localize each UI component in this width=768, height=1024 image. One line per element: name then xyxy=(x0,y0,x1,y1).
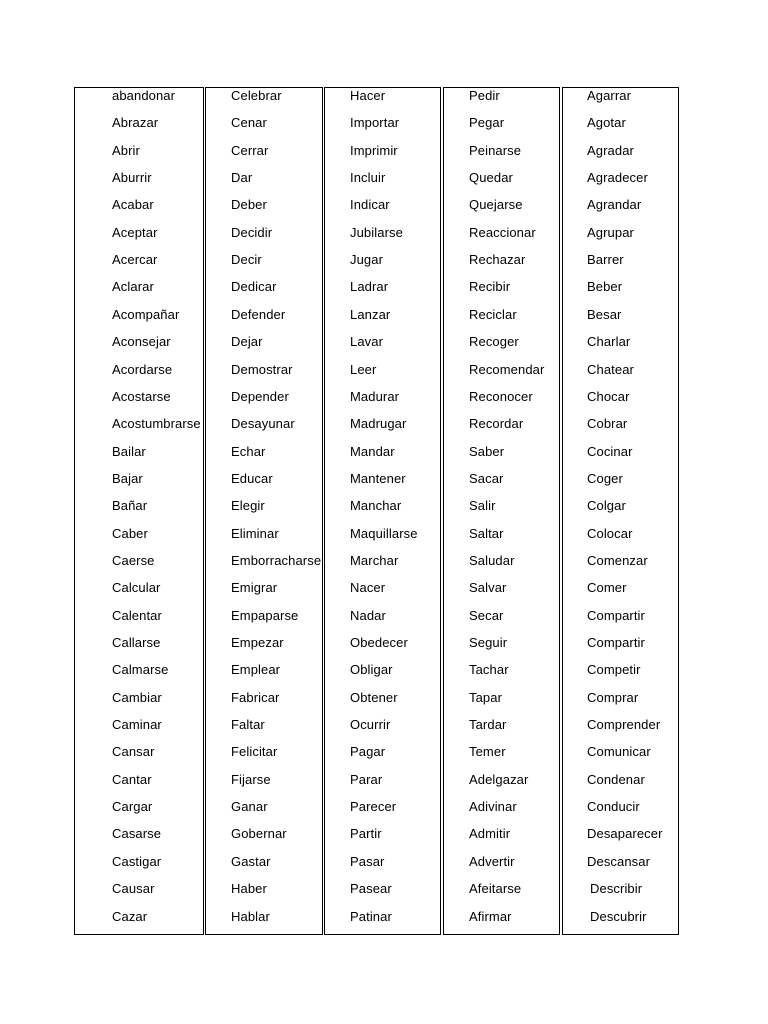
verb-item: Agrandar xyxy=(587,197,642,213)
verb-item: Cerrar xyxy=(231,142,269,158)
verb-item: Adivinar xyxy=(469,799,517,815)
verb-item: Pasear xyxy=(350,881,392,897)
verb-item: Partir xyxy=(350,826,382,842)
verb-item: Leer xyxy=(350,361,377,377)
verb-item: Compartir xyxy=(587,635,645,650)
verb-column-5 xyxy=(562,87,679,935)
verb-item: Bailar xyxy=(112,443,146,459)
verb-item: Comprar xyxy=(587,689,639,705)
verb-item: Afirmar xyxy=(469,908,512,924)
verb-item: Reconocer xyxy=(469,388,533,404)
verb-item: Gastar xyxy=(231,853,271,869)
verb-item: Abrir xyxy=(112,142,140,158)
verb-item: Desaparecer xyxy=(587,826,663,842)
verb-item: Casarse xyxy=(112,826,162,842)
verb-item: Recomendar xyxy=(469,361,545,377)
verb-item: Cansar xyxy=(112,744,155,760)
verb-item: Ladrar xyxy=(350,279,389,295)
verb-item: Callarse xyxy=(112,635,161,650)
verb-item: Secar xyxy=(469,607,504,623)
verb-item: Tachar xyxy=(469,662,509,678)
verb-item: Pagar xyxy=(350,744,386,760)
verb-item: Pegar xyxy=(469,115,505,131)
verb-item: Cocinar xyxy=(587,443,633,459)
verb-item: Agradecer xyxy=(587,170,648,186)
verb-item: Admitir xyxy=(469,826,511,842)
verb-item: Hablar xyxy=(231,908,270,924)
verb-item: Marchar xyxy=(350,552,399,568)
verb-item: Incluir xyxy=(350,170,386,186)
verb-item: Barrer xyxy=(587,252,624,268)
verb-item: Celebrar xyxy=(231,88,282,103)
verb-item: Madrugar xyxy=(350,416,407,432)
verb-item: Decidir xyxy=(231,224,273,240)
verb-item: Recoger xyxy=(469,334,519,350)
verb-item: Beber xyxy=(587,279,623,295)
verb-item: Dejar xyxy=(231,334,263,350)
verb-item: Calentar xyxy=(112,607,162,623)
verb-item: Cantar xyxy=(112,771,152,787)
verb-item: Lanzar xyxy=(350,306,391,322)
verb-item: Ocurrir xyxy=(350,717,391,733)
verb-item: Recibir xyxy=(469,279,511,295)
verb-column-2 xyxy=(205,87,323,935)
verb-item: Depender xyxy=(231,388,289,404)
verb-item: Bañar xyxy=(112,498,148,514)
verb-item: Mantener xyxy=(350,470,406,486)
verb-item: Conducir xyxy=(587,799,640,815)
verb-item: Aburrir xyxy=(112,170,152,186)
verb-item: Empezar xyxy=(231,635,284,650)
verb-item: Descubrir xyxy=(590,908,647,924)
verb-item: Haber xyxy=(231,881,267,897)
verb-item: Calmarse xyxy=(112,662,169,678)
verb-item: Echar xyxy=(231,443,266,459)
verb-item: Agrupar xyxy=(587,224,634,240)
verb-item: Acompañar xyxy=(112,306,180,322)
verb-item: Pedir xyxy=(469,88,500,103)
verb-item: Empaparse xyxy=(231,607,299,623)
verb-column-4 xyxy=(443,87,560,935)
verb-item: Emplear xyxy=(231,662,281,678)
verb-item: Parar xyxy=(350,771,383,787)
verb-item: Castigar xyxy=(112,853,162,869)
verb-item: Gobernar xyxy=(231,826,287,842)
verb-item: Agotar xyxy=(587,115,626,131)
verb-item: Recordar xyxy=(469,416,524,432)
verb-item: Acostumbrarse xyxy=(112,416,201,432)
verb-item: Advertir xyxy=(469,853,515,869)
verb-item: Obedecer xyxy=(350,635,408,650)
verb-item: Adelgazar xyxy=(469,771,529,787)
verb-item: Educar xyxy=(231,470,273,486)
verb-item: Comenzar xyxy=(587,552,648,568)
verb-item: Hacer xyxy=(350,88,386,103)
verb-item: Aclarar xyxy=(112,279,154,295)
verb-item: Quejarse xyxy=(469,197,523,213)
verb-item: Patinar xyxy=(350,908,392,924)
verb-item: Acostarse xyxy=(112,388,171,404)
verb-item: Temer xyxy=(469,744,506,760)
verb-item: Caber xyxy=(112,525,148,541)
verb-item: Imprimir xyxy=(350,142,398,158)
verb-item: Pasar xyxy=(350,853,385,869)
verb-item: Charlar xyxy=(587,334,631,350)
verb-item: Demostrar xyxy=(231,361,293,377)
verb-item: Competir xyxy=(587,662,641,678)
verb-item: Chocar xyxy=(587,388,630,404)
verb-item: Agarrar xyxy=(587,88,632,103)
verb-item: Saludar xyxy=(469,552,515,568)
verb-item: abandonar xyxy=(112,88,176,103)
verb-item: Lavar xyxy=(350,334,384,350)
verb-item: Tardar xyxy=(469,717,507,733)
verb-item: Emigrar xyxy=(231,580,278,596)
verb-item: Acordarse xyxy=(112,361,173,377)
verb-item: Cobrar xyxy=(587,416,628,432)
verb-item: Obligar xyxy=(350,662,393,678)
verb-item: Agradar xyxy=(587,142,634,158)
verb-item: Bajar xyxy=(112,470,143,486)
verb-item: Elegir xyxy=(231,498,265,514)
verb-item: Compartir xyxy=(587,607,645,623)
verb-item: Descansar xyxy=(587,853,651,869)
verb-item: Saber xyxy=(469,443,505,459)
verb-item: Obtener xyxy=(350,689,398,705)
verb-item: Aceptar xyxy=(112,224,158,240)
verb-item: Tapar xyxy=(469,689,503,705)
verb-item: Caminar xyxy=(112,717,162,733)
verb-item: Causar xyxy=(112,881,155,897)
verb-item: Parecer xyxy=(350,799,397,815)
verb-item: Maquillarse xyxy=(350,525,418,541)
verb-item: Dedicar xyxy=(231,279,277,295)
verb-item: Defender xyxy=(231,306,286,322)
verb-item: Acabar xyxy=(112,197,154,213)
verb-item: Decir xyxy=(231,252,262,268)
verb-item: Saltar xyxy=(469,525,504,541)
verb-item: Comprender xyxy=(587,717,661,733)
verb-item: Cambiar xyxy=(112,689,162,705)
verb-item: Afeitarse xyxy=(469,881,522,897)
verb-item: Faltar xyxy=(231,717,265,733)
verb-item: Aconsejar xyxy=(112,334,171,350)
verb-item: Fijarse xyxy=(231,771,271,787)
verb-item: Mandar xyxy=(350,443,395,459)
verb-item: Importar xyxy=(350,115,400,131)
verb-item: Sacar xyxy=(469,470,504,486)
verb-item: Cenar xyxy=(231,115,267,131)
verb-item: Salir xyxy=(469,498,496,514)
verb-item: Deber xyxy=(231,197,267,213)
verb-item: Caerse xyxy=(112,552,155,568)
verb-item: Colgar xyxy=(587,498,626,514)
verb-item: Colocar xyxy=(587,525,633,541)
verb-item: Eliminar xyxy=(231,525,279,541)
verb-item: Dar xyxy=(231,170,253,186)
verb-item: Reaccionar xyxy=(469,224,536,240)
verb-item: Nacer xyxy=(350,580,386,596)
verb-item: Comer xyxy=(587,580,627,596)
verb-item: Madurar xyxy=(350,388,400,404)
verb-item: Peinarse xyxy=(469,142,522,158)
verb-item: Desayunar xyxy=(231,416,295,432)
verb-item: Salvar xyxy=(469,580,507,596)
verb-column-1 xyxy=(74,87,204,935)
verb-item: Cazar xyxy=(112,908,148,924)
verb-item: Besar xyxy=(587,306,622,322)
verb-item: Reciclar xyxy=(469,306,517,322)
verb-item: Condenar xyxy=(587,771,645,787)
verb-item: Felicitar xyxy=(231,744,278,760)
verb-item: Jubilarse xyxy=(350,224,403,240)
verb-item: Fabricar xyxy=(231,689,280,705)
verb-item: Acercar xyxy=(112,252,158,268)
verb-item: Jugar xyxy=(350,252,384,268)
verb-item: Calcular xyxy=(112,580,161,596)
verb-item: Abrazar xyxy=(112,115,159,131)
verb-item: Seguir xyxy=(469,635,508,650)
verb-item: Rechazar xyxy=(469,252,526,268)
verb-item: Comunicar xyxy=(587,744,651,760)
verb-item: Coger xyxy=(587,470,623,486)
verb-item: Manchar xyxy=(350,498,402,514)
verb-item: Quedar xyxy=(469,170,513,186)
verb-item: Cargar xyxy=(112,799,153,815)
verb-item: Nadar xyxy=(350,607,386,623)
verb-item: Emborracharse xyxy=(231,552,322,568)
verb-column-3 xyxy=(324,87,441,935)
verb-item: Chatear xyxy=(587,361,634,377)
verb-item: Ganar xyxy=(231,799,268,815)
verb-item: Indicar xyxy=(350,197,390,213)
verb-item: Describir xyxy=(590,881,643,897)
